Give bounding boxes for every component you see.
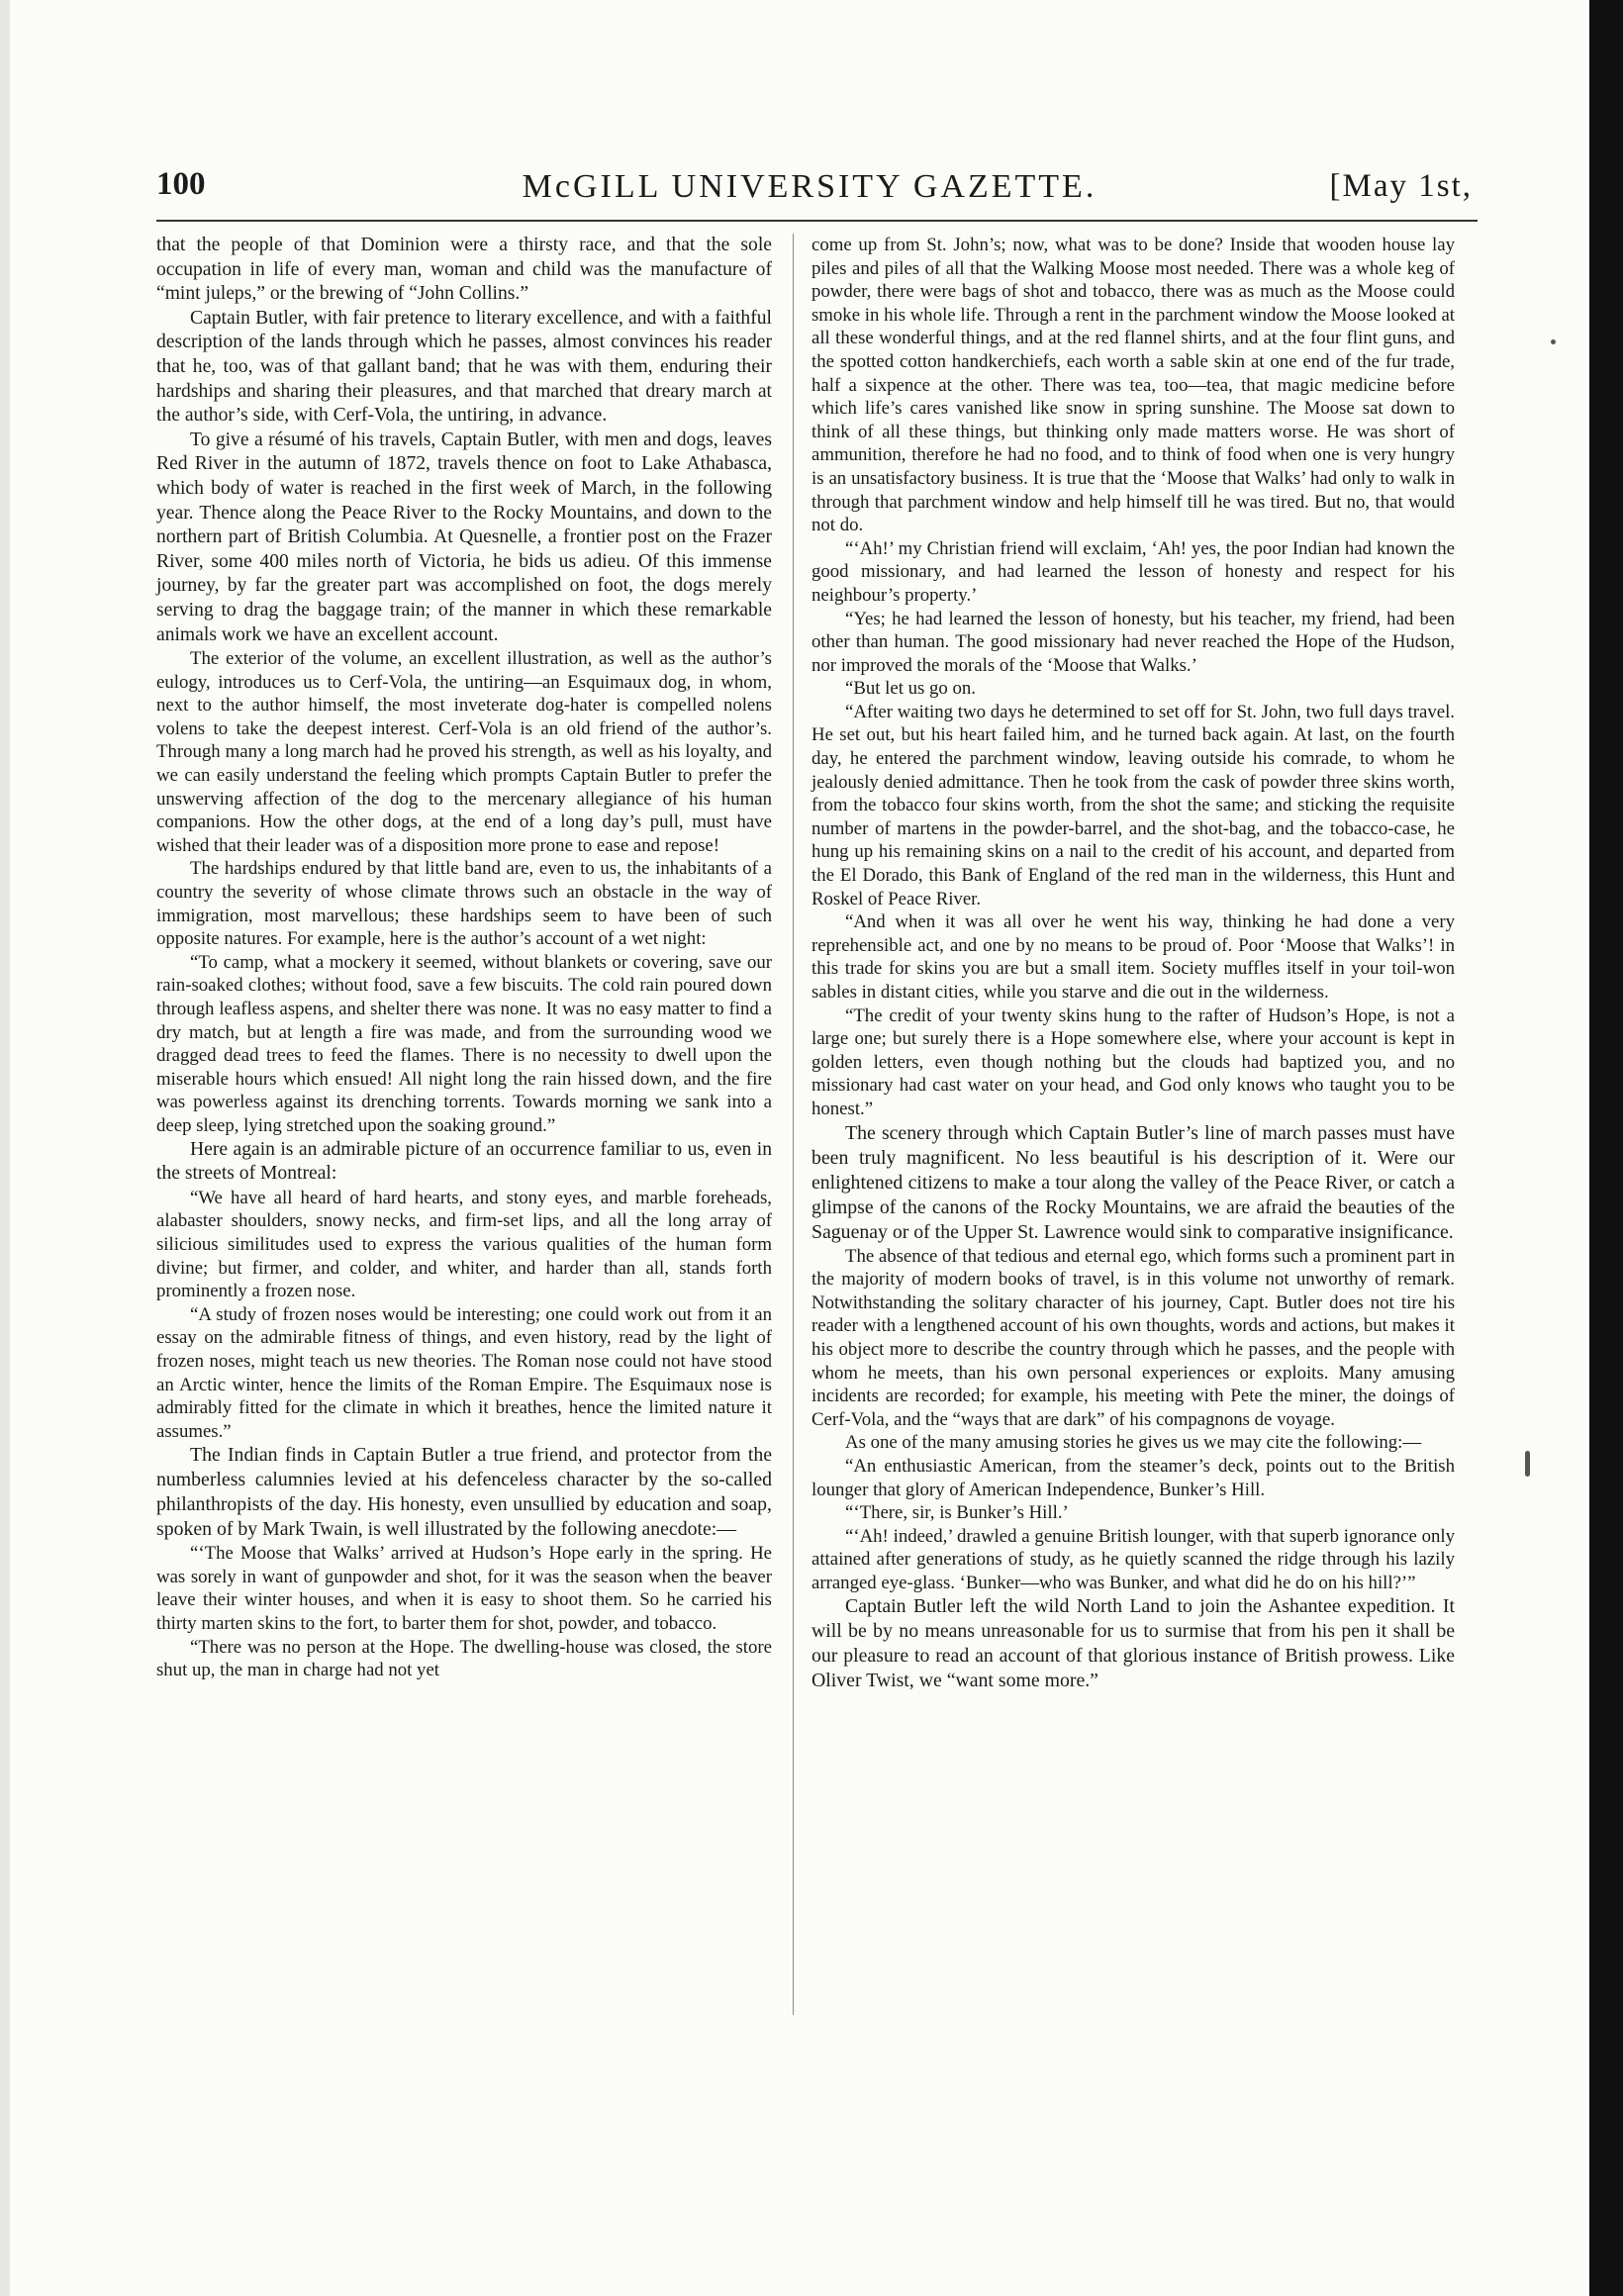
paragraph: As one of the many amusing stories he gives us we may cite the following:— [845, 1432, 1422, 1454]
scan-speck [1551, 339, 1556, 344]
running-head: McGILL UNIVERSITY GAZETTE. [522, 168, 1098, 205]
page-number: 100 [156, 166, 206, 202]
block-quote: “Yes; he had learned the lesson of honesty, but his teacher, my friend, had been other than human. The good missionary had never reached the Hope of the Hudson, nor improved the morals of the ‘Moose that Walks.’ [812, 608, 1455, 676]
issue-date: [May 1st, [1329, 168, 1473, 204]
block-quote: “After waiting two days he determined to set off for St. John, two full days travel. He set out, but his heart failed him, and he turned back again. At last, on the fourth day, he entered the parchment window, leaving outside his comrade, to whom he jealously denied admittance. Then he took from the cask of powder three skins worth, from the tobacco four skins worth, from the shot the same; and sticking the requisite number of martens in the powder-barrel, and the shot-bag, and the tobacco-case, he hung up his remaining skins on a nail to the credit of his account, and departed from the El Dorado, this Bank of England of the red man in the wilderness, this Hunt and Roskel of Peace River. [812, 701, 1455, 909]
paragraph: Captain Butler left the wild North Land to join the Ashantee expedition. It will be by no means unreasonable for us to surmise that from his pen it shall be our pleasure to read an account of that glorious instance of British prowess. Like Oliver Twist, we “want some more.” [812, 1595, 1455, 1692]
block-quote: “We have all heard of hard hearts, and stony eyes, and marble foreheads, alabaster shoulders, snowy necks, and firm-set lips, and all the long array of silicious similitudes used to express the various qualities of the human form divine; but firmer, and colder, and whiter, and harder than all, stands forth prominently a frozen nose. [156, 1187, 772, 1302]
paragraph: The hardships endured by that little band are, even to us, the inhabitants of a country the severity of whose climate throws such an obstacle in the way of immigration, most marvellous; these hardships seem to have been of such opposite natures. For example, here is the author’s account of a wet night: [156, 858, 772, 950]
paragraph: To give a résumé of his travels, Captain Butler, with men and dogs, leaves Red River in the autumn of 1872, travels thence on foot to Lake Athabasca, which body of water is reached in the first week of March, in the following year. Thence along the Peace River to the Rocky Mountains, and down to the northern part of British Columbia. At Quesnelle, a frontier post on the Frazer River, some 400 miles north of Victoria, he bids us adieu. Of this immense journey, by far the greater part was accomplished on foot, the dogs merely serving to drag the baggage train; of the manner in which these remarkable animals work we have an excellent account. [156, 429, 772, 645]
block-quote: “‘Ah! indeed,’ drawled a genuine British lounger, with that superb ignorance only attained after generations of study, as he quietly scanned the ridge through his lazily arranged eye-glass. ‘Bunker—who was Bunker, and what did he do on his hill?’” [812, 1525, 1455, 1593]
paragraph: The scenery through which Captain Butler’s line of march passes must have been truly magnificent. No less beautiful is his description of it. Were our enlightened citizens to make a tour along the valley of the Peace River, or catch a glimpse of the canons of the Rocky Mountains, we are afraid the beauties of the Saguenay or of the Upper St. Lawrence would sink to comparative insignificance. [812, 1121, 1455, 1243]
scan-right-edge [1589, 0, 1623, 2296]
column-divider [793, 234, 794, 2015]
block-quote: “‘There, sir, is Bunker’s Hill.’ [845, 1502, 1069, 1524]
block-quote: “An enthusiastic American, from the steamer’s deck, points out to the British lounger that glory of American Independence, Bunker’s Hill. [812, 1455, 1455, 1500]
scan-left-edge [0, 0, 10, 2296]
block-quote: “‘Ah!’ my Christian friend will exclaim, ‘Ah! yes, the poor Indian had known the good missionary, and had learned the lesson of honesty and respect for his neighbour’s property.’ [812, 537, 1455, 606]
page-header [156, 166, 1473, 218]
block-quote: “And when it was all over he went his way, thinking he had done a very reprehensible act, and one by no means to be proud of. Poor ‘Moose that Walks’! in this trade for skins you are but a small item. Society muffles itself in your toil-won sables in distant cities, while you starve and die out in the wilderness. [812, 911, 1455, 1003]
header-rule [156, 220, 1478, 222]
block-quote: “‘The Moose that Walks’ arrived at Hudson’s Hope early in the spring. He was sorely in want of gunpowder and shot, for it was the season when the beaver leave their winter houses, and when it is easy to shoot them. So he carried his thirty marten skins to the fort, to barter them for shot, powder, and tobacco. [156, 1543, 772, 1635]
paragraph: The absence of that tedious and eternal ego, which forms such a prominent part in the majority of modern books of travel, is in this volume not unworthy of remark. Notwithstanding the solitary character of his journey, Capt. Butler does not tire his reader with a lengthened account of his own thoughts, words and actions, but makes it his object more to describe the country through which he passes, and the people with whom he meets, than his own personal experiences or exploits. Many amusing incidents are recorded; for example, his meeting with Pete the miner, the doings of Cerf-Vola, and the “ways that are dark” of his compagnons de voyage. [812, 1245, 1455, 1430]
paragraph: The Indian finds in Captain Butler a true friend, and protector from the numberless calumnies levied at his defenceless character by the so-called philanthropists of the day. His honesty, even unsullied by education and soap, spoken of by Mark Twain, is well illustrated by the following anecdote:— [156, 1444, 772, 1541]
paragraph: that the people of that Dominion were a thirsty race, and that the sole occupation in life of every man, woman and child was the manufacture of “mint juleps,” or the brewing of “John Collins.” [156, 235, 772, 305]
block-quote: “There was no person at the Hope. The dwelling-house was closed, the store shut up, the man in charge had not yet [156, 1636, 772, 1681]
paragraph: Captain Butler, with fair pretence to literary excellence, and with a faithful description of the lands through which he passes, almost convinces his reader that he, too, was of that gallant band; that he was with them, enduring their hardships and sharing their pleasures, and that marched that dreary march at the author’s side, with Cerf-Vola, the untiring, in advance. [156, 307, 772, 427]
block-quote: “But let us go on. [845, 678, 976, 700]
paragraph: The exterior of the volume, an excellent illustration, as well as the author’s eulogy, introduces us to Cerf-Vola, the untiring—an Esquimaux dog, in whom, next to the author himself, the most inveterate dog-hater is compelled nolens volens to take the deepest interest. Cerf-Vola is an old friend of the author’s. Through many a long march had he proved his strength, as well as his loyalty, and we can easily understand the feeling which prompts Captain Butler to prefer the unswerving affection of the dog to the mercenary allegiance of his human companions. How the other dogs, at the end of a long day’s pull, must have wished that their leader was of a disposition more prone to ease and repose! [156, 648, 772, 856]
block-quote: “To camp, what a mockery it seemed, without blankets or covering, save our rain-soaked clothes; without food, save a few biscuits. The cold rain poured down through leafless aspens, and shelter there was none. It was no easy matter to find a dry match, but at length a fire was made, and from the surrounding wood we dragged dead trees to feed the flames. There is no necessity to dwell upon the miserable hours which ensued! All night long the rain hissed down, and the fire was powerless against its drenching torrents. Towards morning we sank into a deep sleep, lying stretched upon the soaking ground.” [156, 951, 772, 1136]
left-column [156, 234, 772, 1682]
right-column [812, 234, 1455, 1693]
block-quote: “A study of frozen noses would be interesting; one could work out from it an essay on the admirable fitness of things, and even history, read by the light of frozen noses, might teach us new theories. The Roman nose could not have stood an Arctic winter, hence the limits of the Roman Empire. The Esquimaux nose is admirably fitted for the climate in which it breathes, hence the limited nature it assumes.” [156, 1303, 772, 1442]
block-quote: come up from St. John’s; now, what was to be done? Inside that wooden house lay piles and piles of all that the Walking Moose most needed. There was a whole keg of powder, there were bags of shot and tobacco, there was as much as the Moose could smoke in his whole life. Through a rent in the parchment window the Moose looked at all these wonderful things, and at the red flannel shirts, and at the four flint guns, and the spotted cotton handkerchiefs, each worth a sable skin at one end of the fur trade, half a sixpence at the other. There was tea, too—tea, that magic medicine before which life’s cares vanished like snow in spring sunshine. The Moose sat down to think of all these things, but thinking only made matters worse. He was short of ammunition, therefore he had no food, and to think of food when one is very hungry is an unsatisfactory business. It is true that the ‘Moose that Walks’ had only to walk in through that parchment window and help himself till he was tired. But no, that would not do. [812, 235, 1455, 536]
scan-speck [1525, 1451, 1530, 1477]
paragraph: Here again is an admirable picture of an occurrence familiar to us, even in the streets of Montreal: [156, 1138, 772, 1185]
block-quote: “The credit of your twenty skins hung to the rafter of Hudson’s Hope, is not a large one; but surely there is a Hope somewhere else, where your account is kept in golden letters, even though nothing but the clouds had baptized you, and no missionary had cast water on your head, and God only knows who taught you to be honest.” [812, 1004, 1455, 1119]
